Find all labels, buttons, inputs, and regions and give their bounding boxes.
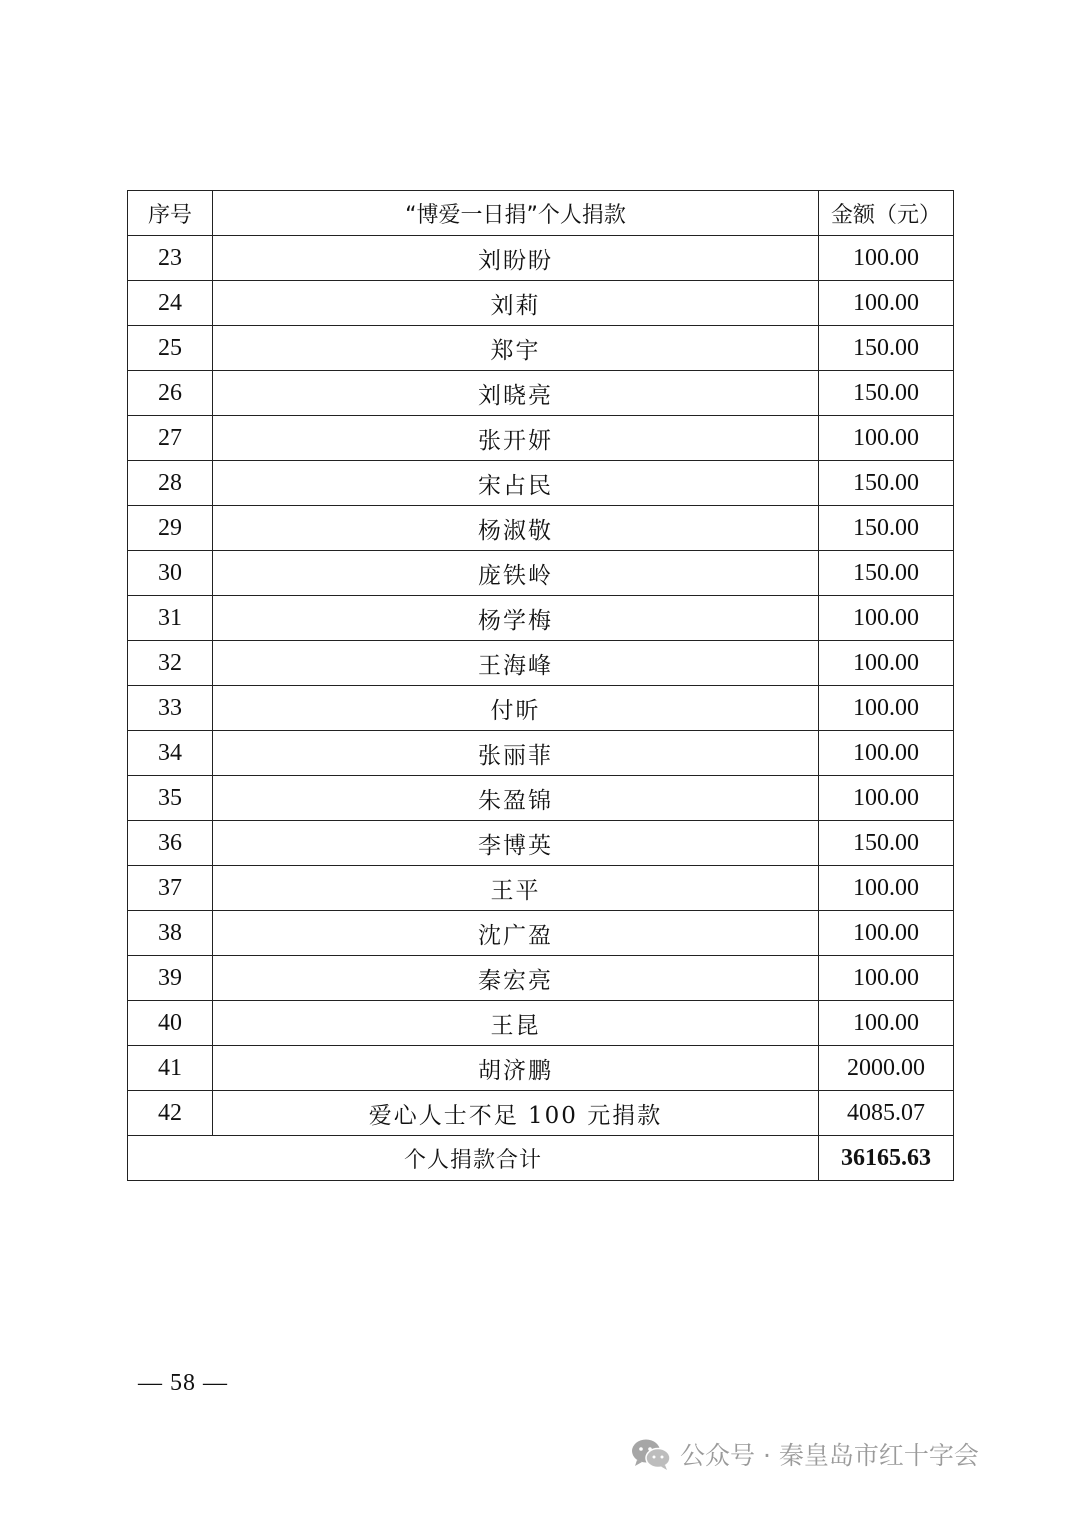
row-amount: 100.00 [819,776,954,821]
row-amount: 100.00 [819,281,954,326]
row-seq: 24 [128,281,213,326]
row-name: 付昕 [213,686,819,731]
row-amount: 150.00 [819,461,954,506]
row-amount: 150.00 [819,821,954,866]
row-amount: 150.00 [819,326,954,371]
table-row [128,866,954,911]
table-row [128,551,954,596]
row-seq: 28 [128,461,213,506]
row-seq: 25 [128,326,213,371]
row-name: 朱盈锦 [213,776,819,821]
row-seq: 26 [128,371,213,416]
total-label: 个人捐款合计 [128,1136,819,1181]
row-name: 张丽菲 [213,731,819,776]
row-seq: 41 [128,1046,213,1091]
table-row [128,1001,954,1046]
row-name: 秦宏亮 [213,956,819,1001]
table-row [128,641,954,686]
table-row [128,506,954,551]
header-amount: 金额（元） [819,191,954,236]
total-row [128,1136,954,1181]
row-amount: 150.00 [819,506,954,551]
row-name: 王海峰 [213,641,819,686]
table-body [128,236,954,1136]
row-seq: 37 [128,866,213,911]
header-seq: 序号 [128,191,213,236]
row-name: 刘莉 [213,281,819,326]
row-amount: 100.00 [819,911,954,956]
table-row [128,776,954,821]
row-name: 王昆 [213,1001,819,1046]
row-name: 沈广盈 [213,911,819,956]
table-row [128,596,954,641]
table-row [128,281,954,326]
wechat-icon [630,1437,672,1471]
row-name: 宋占民 [213,461,819,506]
row-amount: 100.00 [819,686,954,731]
table-row [128,821,954,866]
row-seq: 31 [128,596,213,641]
table-row [128,371,954,416]
row-name: 胡济鹏 [213,1046,819,1091]
watermark-text: 公众号 · 秦皇岛市红十字会 [680,1441,979,1470]
row-seq: 34 [128,731,213,776]
row-seq: 33 [128,686,213,731]
row-seq: 27 [128,416,213,461]
table-row [128,731,954,776]
table-row [128,1091,954,1136]
table-row [128,461,954,506]
row-seq: 36 [128,821,213,866]
watermark [630,1436,979,1472]
table-row [128,326,954,371]
table-row [128,956,954,1001]
total-amount: 36165.63 [819,1136,954,1181]
row-name: 杨学梅 [213,596,819,641]
table-row [128,1046,954,1091]
row-amount: 100.00 [819,236,954,281]
table-row [128,416,954,461]
page-number: — 58 — [138,1370,228,1396]
row-amount: 150.00 [819,371,954,416]
row-amount: 100.00 [819,1001,954,1046]
row-name: 爱心人士不足 100 元捐款 [213,1091,819,1136]
row-amount: 100.00 [819,641,954,686]
row-seq: 42 [128,1091,213,1136]
row-name: 张开妍 [213,416,819,461]
row-seq: 39 [128,956,213,1001]
row-name: 庞铁岭 [213,551,819,596]
row-name: 杨淑敬 [213,506,819,551]
row-seq: 38 [128,911,213,956]
row-seq: 29 [128,506,213,551]
table-row [128,686,954,731]
donation-table [127,190,954,1181]
table-header-row [128,191,954,236]
row-name: 刘盼盼 [213,236,819,281]
row-name: 刘晓亮 [213,371,819,416]
row-amount: 2000.00 [819,1046,954,1091]
row-amount: 100.00 [819,866,954,911]
row-amount: 100.00 [819,596,954,641]
table-row [128,236,954,281]
header-name: “博爱一日捐”个人捐款 [213,191,819,236]
row-name: 李博英 [213,821,819,866]
row-amount: 100.00 [819,731,954,776]
row-amount: 100.00 [819,416,954,461]
row-seq: 32 [128,641,213,686]
row-seq: 30 [128,551,213,596]
row-name: 郑宇 [213,326,819,371]
row-amount: 4085.07 [819,1091,954,1136]
row-seq: 40 [128,1001,213,1046]
row-name: 王平 [213,866,819,911]
row-amount: 150.00 [819,551,954,596]
row-amount: 100.00 [819,956,954,1001]
row-seq: 23 [128,236,213,281]
table-row [128,911,954,956]
row-seq: 35 [128,776,213,821]
